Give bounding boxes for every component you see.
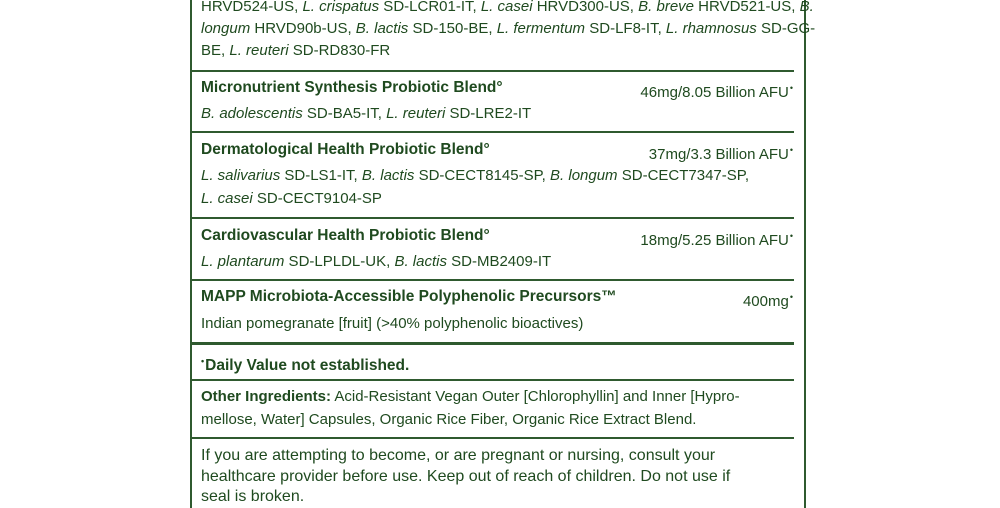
warning-line-2: healthcare provider before use. Keep out of reach of children. Do not use if [201, 468, 731, 485]
other-ingredients-line-2: mellose, Water] Capsules, Organic Rice Fiber, Organic Rice Extract Blend. [201, 411, 697, 428]
mapp-amount: 400mg• [742, 292, 793, 310]
blend-strains-micronutrient: B. adolescentis SD-BA5-IT, L. reuteri SD-LRE2-IT [201, 105, 532, 122]
top-strain-line-1: HRVD524-US, L. crispatus SD-LCR01-IT, L. casei HRVD300-US, B. breve HRVD521-US, B. [201, 0, 814, 15]
blend-amount-cardiovascular: 18mg/5.25 Billion AFU• [640, 231, 793, 249]
other-ingredients-label: Other Ingredients: [201, 388, 332, 405]
top-strain-line-3: BE, L. reuteri SD-RD830-FR [201, 42, 391, 59]
blend-strains-cardiovascular: L. plantarum SD-LPLDL-UK, B. lactis SD-MB2409-IT [201, 253, 552, 270]
blend-name-dermatological: Dermatological Health Probiotic Blend° [201, 141, 490, 158]
mapp-name: MAPP Microbiota-Accessible Polyphenolic Precursors™ [201, 288, 617, 305]
blend-amount-dermatological: 37mg/3.3 Billion AFU• [648, 145, 793, 163]
divider [191, 279, 794, 281]
divider [191, 131, 794, 133]
divider [191, 379, 794, 381]
daily-value-note: •Daily Value not established. [201, 356, 410, 374]
blend-name-micronutrient: Micronutrient Synthesis Probiotic Blend° [201, 79, 503, 96]
blend-amount-micronutrient: 46mg/8.05 Billion AFU• [640, 83, 793, 101]
divider [191, 217, 794, 219]
warning-line-1: If you are attempting to become, or are pregnant or nursing, consult your [201, 447, 716, 464]
blend-name-cardiovascular: Cardiovascular Health Probiotic Blend° [201, 227, 490, 244]
blend-strains-dermatological-line-2: L. casei SD-CECT9104-SP [201, 190, 382, 207]
warning-line-3: seal is broken. [201, 488, 305, 505]
divider [191, 437, 794, 439]
top-strain-line-2: longum HRVD90b-US, B. lactis SD-150-BE, L. fermentum SD-LF8-IT, L. rhamnosus SD-GG- [201, 20, 816, 37]
divider [191, 70, 794, 72]
other-ingredients-line-1: Other Ingredients: Acid-Resistant Vegan Outer [Chlorophyllin] and Inner [Hypro- [201, 388, 740, 405]
blend-strains-dermatological-line-1: L. salivarius SD-LS1-IT, B. lactis SD-CECT8145-SP, B. longum SD-CECT7347-SP, [201, 167, 750, 184]
mapp-description: Indian pomegranate [fruit] (>40% polyphenolic bioactives) [201, 315, 584, 332]
divider-thick [191, 342, 794, 345]
